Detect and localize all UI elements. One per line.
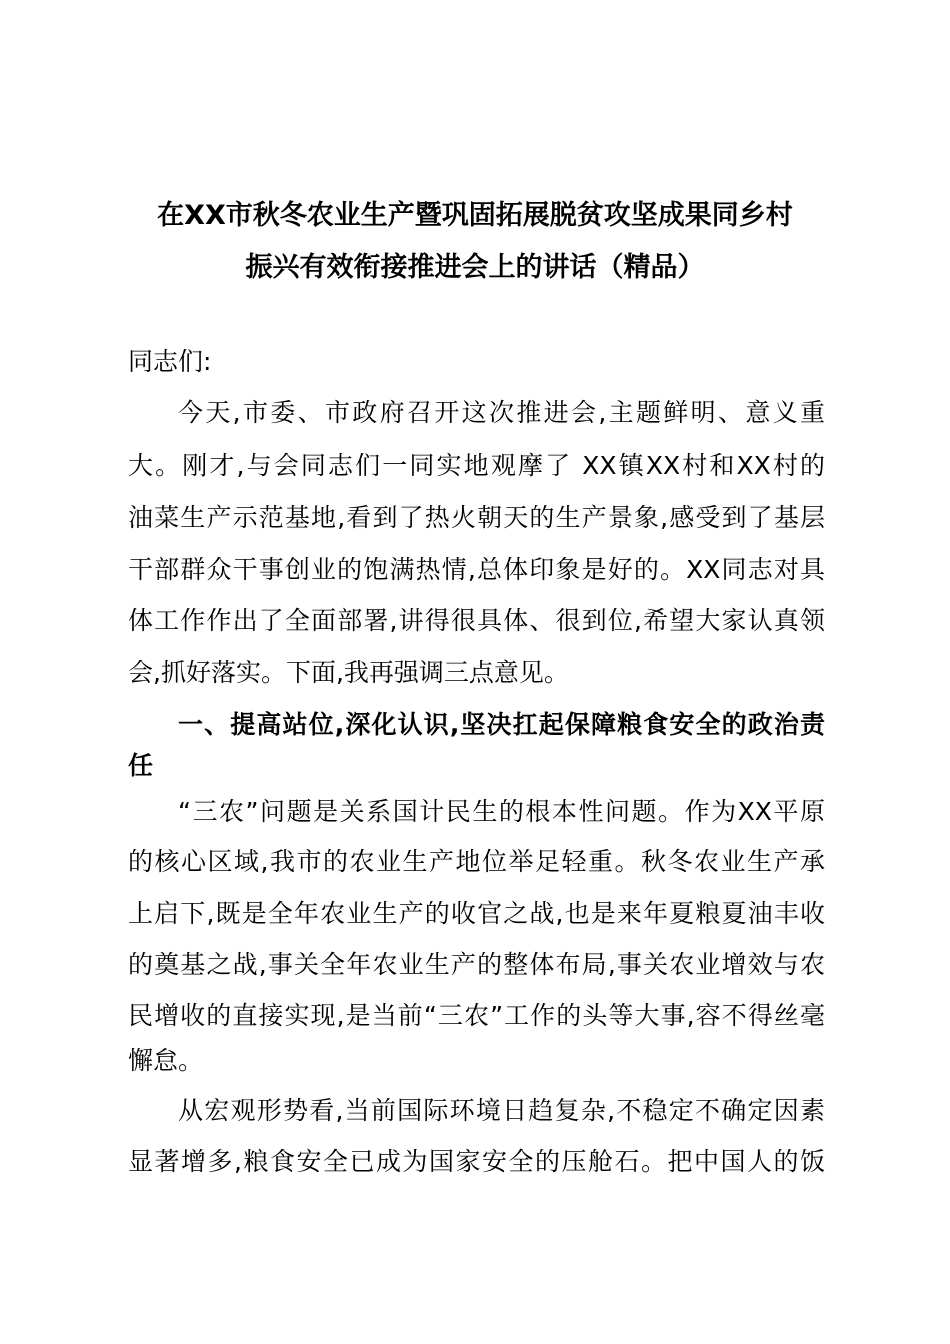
paragraph-line: 从宏观形势看,当前国际环境日趋复杂,不稳定不确定因素	[178, 1096, 825, 1125]
paragraph-line: 懈怠。	[128, 1046, 204, 1075]
paragraph-line: 油菜生产示范基地,看到了热火朝天的生产景象,感受到了基层	[128, 503, 825, 532]
paragraph-line: 上启下,既是全年农业生产的收官之战,也是来年夏粮夏油丰收	[128, 899, 825, 928]
paragraph-line: 的核心区域,我市的农业生产地位举足轻重。秋冬农业生产承	[128, 847, 825, 876]
document-title-line-1: 在XX市秋冬农业生产暨巩固拓展脱贫攻坚成果同乡村	[157, 200, 793, 231]
section-heading-line: 一、提高站位,深化认识,坚决扛起保障粮食安全的政治责	[178, 710, 825, 739]
paragraph-line: 民增收的直接实现,是当前“三农”工作的头等大事,容不得丝毫	[128, 1001, 825, 1030]
salutation: 同志们:	[128, 347, 212, 376]
paragraph-line: 体工作作出了全面部署,讲得很具体、很到位,希望大家认真领	[128, 606, 825, 635]
paragraph-line: 会,抓好落实。下面,我再强调三点意见。	[128, 658, 569, 687]
paragraph-line: 今天,市委、市政府召开这次推进会,主题鲜明、意义重	[178, 398, 825, 427]
paragraph-line: 大。刚才,与会同志们一同实地观摩了 XX镇XX村和XX村的	[128, 451, 825, 480]
paragraph-line: 干部群众干事创业的饱满热情,总体印象是好的。XX同志对具	[128, 555, 825, 584]
document-title-line-2: 振兴有效衔接推进会上的讲话（精品）	[245, 252, 705, 283]
paragraph-line: 的奠基之战,事关全年农业生产的整体布局,事关农业增效与农	[128, 950, 825, 979]
section-heading-line: 任	[128, 751, 154, 780]
paragraph-line: “三农”问题是关系国计民生的根本性问题。作为XX平原	[178, 797, 825, 826]
paragraph-line: 显著增多,粮食安全已成为国家安全的压舱石。把中国人的饭	[128, 1147, 825, 1176]
